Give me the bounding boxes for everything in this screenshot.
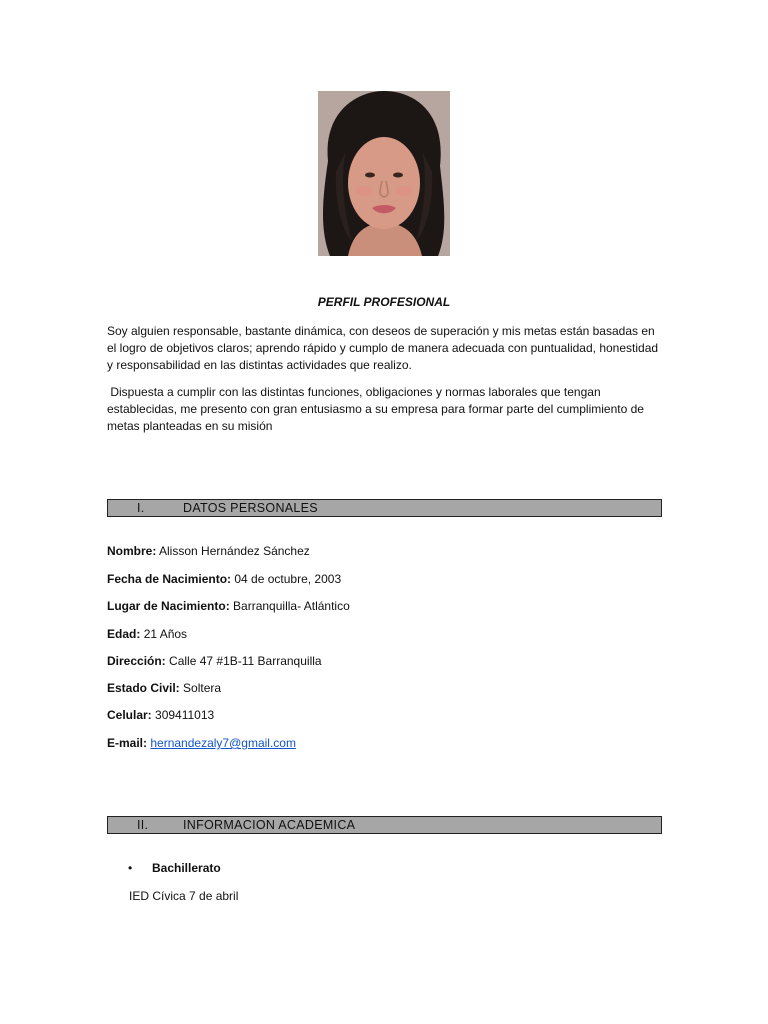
profile-paragraph-2: Dispuesta a cumplir con las distintas funciones, obligaciones y normas laborales que tengan establecidas, me presento con gran entusiasmo a su empresa para formar parte del cumplimiento de metas planteadas en su misión (107, 385, 648, 433)
profile-paragraph-1: Soy alguien responsable, bastante dinámica, con deseos de superación y mis metas están basadas en el logro de objetivos claros; aprendo rápido y cumplo de manera adecuada con puntualidad, honestidad y responsabilidad en las distintas actividades que realizo. (107, 324, 659, 372)
field-value: 21 Años (143, 627, 188, 641)
field-label: Lugar de Nacimiento: (107, 599, 230, 613)
section-number: I. (137, 501, 145, 515)
section-title: DATOS PERSONALES (183, 501, 318, 515)
email-link[interactable]: hernandezaly7@gmail.com (150, 736, 296, 750)
academic-school: IED Cívica 7 de abril (129, 889, 239, 903)
profile-heading: PERFIL PROFESIONAL (317, 295, 451, 309)
field-label: Edad: (107, 627, 141, 641)
section-number: II. (137, 818, 149, 832)
field-label: Dirección: (107, 654, 166, 668)
field-value: Soltera (183, 681, 222, 695)
field-age (107, 626, 187, 642)
field-phone (107, 707, 214, 723)
field-value: Alisson Hernández Sánchez (159, 544, 310, 558)
field-value: Barranquilla- Atlántico (233, 599, 350, 613)
field-label: Celular: (107, 708, 152, 722)
profile-photo (318, 91, 450, 256)
field-value: 04 de octubre, 2003 (234, 572, 342, 586)
field-birth-date (107, 571, 341, 587)
field-name (107, 543, 310, 559)
field-label: Estado Civil: (107, 681, 180, 695)
portrait-image (318, 91, 450, 256)
academic-level: Bachillerato (152, 861, 221, 875)
field-birth-place (107, 598, 350, 614)
field-label: Nombre: (107, 544, 157, 558)
field-email (107, 735, 296, 751)
field-label: Fecha de Nacimiento: (107, 572, 232, 586)
field-address (107, 653, 322, 669)
section-title: INFORMACION ACADEMICA (183, 818, 356, 832)
field-label: E-mail: (107, 736, 148, 750)
field-marital-status (107, 680, 221, 696)
bullet-icon: • (128, 861, 133, 875)
section-header-personal (107, 499, 662, 517)
field-value: 309411013 (155, 708, 215, 722)
section-header-academic (107, 816, 662, 834)
field-value: Calle 47 #1B-11 Barranquilla (169, 654, 322, 668)
